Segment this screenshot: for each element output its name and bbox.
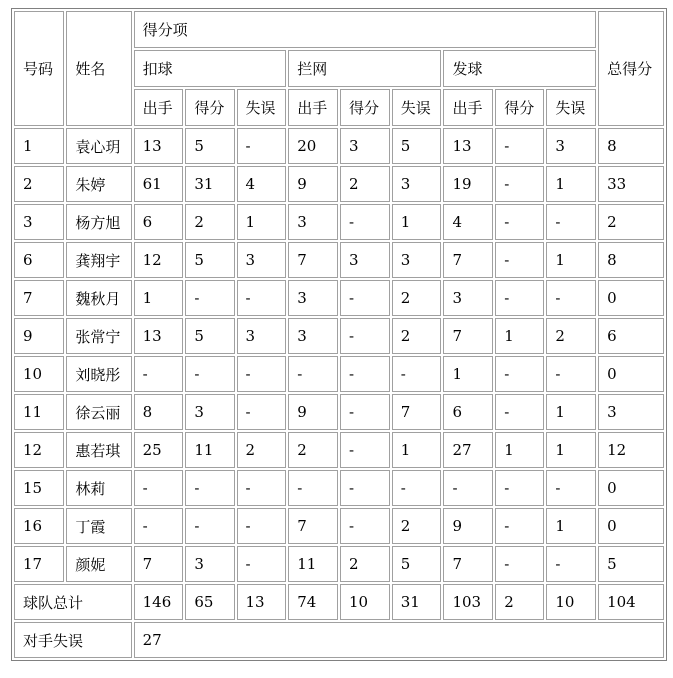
header-spike-points: 得分 — [185, 89, 234, 126]
player-block-points: - — [340, 280, 390, 316]
player-number: 3 — [14, 204, 64, 240]
player-spike-points: - — [185, 356, 234, 392]
player-block-points: - — [340, 318, 390, 354]
player-serve-errors: - — [546, 280, 596, 316]
player-number: 11 — [14, 394, 64, 430]
player-serve-errors: 1 — [546, 166, 596, 202]
header-block-attempts: 出手 — [288, 89, 338, 126]
header-spike-errors: 失误 — [237, 89, 287, 126]
player-name: 龚翔宇 — [66, 242, 131, 278]
player-serve-attempts: 7 — [443, 242, 493, 278]
player-total-score: 33 — [598, 166, 664, 202]
opponent-errors-label: 对手失误 — [14, 622, 132, 658]
player-name: 袁心玥 — [66, 128, 131, 164]
player-block-attempts: - — [288, 356, 338, 392]
player-serve-attempts: 27 — [443, 432, 493, 468]
player-number: 16 — [14, 508, 64, 544]
player-serve-points: - — [495, 280, 544, 316]
team-block-points: 10 — [340, 584, 390, 620]
player-name: 颜妮 — [66, 546, 131, 582]
player-block-points: - — [340, 204, 390, 240]
player-stats-table — [11, 8, 667, 661]
player-block-errors: 1 — [392, 204, 442, 240]
player-number: 12 — [14, 432, 64, 468]
player-spike-attempts: - — [134, 356, 184, 392]
player-block-errors: 3 — [392, 166, 442, 202]
team-serve-attempts: 103 — [443, 584, 493, 620]
player-block-attempts: 7 — [288, 242, 338, 278]
player-total-score: 3 — [598, 394, 664, 430]
player-spike-points: 31 — [185, 166, 234, 202]
player-total-score: 0 — [598, 508, 664, 544]
player-block-points: - — [340, 508, 390, 544]
player-serve-points: - — [495, 356, 544, 392]
player-spike-errors: - — [237, 128, 287, 164]
player-spike-points: 3 — [185, 394, 234, 430]
player-spike-errors: 1 — [237, 204, 287, 240]
player-block-points: - — [340, 470, 390, 506]
player-row — [14, 394, 664, 430]
player-block-points: 2 — [340, 166, 390, 202]
player-name: 徐云丽 — [66, 394, 131, 430]
header-spike-attempts: 出手 — [134, 89, 184, 126]
player-block-attempts: 11 — [288, 546, 338, 582]
player-serve-attempts: 9 — [443, 508, 493, 544]
player-spike-attempts: 25 — [134, 432, 184, 468]
header-group-serve: 发球 — [443, 50, 596, 87]
player-spike-attempts: 1 — [134, 280, 184, 316]
player-block-points: 2 — [340, 546, 390, 582]
player-spike-attempts: 61 — [134, 166, 184, 202]
player-total-score: 8 — [598, 128, 664, 164]
player-total-score: 2 — [598, 204, 664, 240]
team-serve-points: 2 — [495, 584, 544, 620]
player-spike-attempts: 8 — [134, 394, 184, 430]
player-spike-errors: - — [237, 280, 287, 316]
player-spike-errors: - — [237, 356, 287, 392]
player-serve-attempts: 4 — [443, 204, 493, 240]
player-serve-errors: - — [546, 546, 596, 582]
player-spike-errors: 3 — [237, 242, 287, 278]
header-group-spike: 扣球 — [134, 50, 287, 87]
player-block-attempts: 3 — [288, 204, 338, 240]
player-spike-attempts: 7 — [134, 546, 184, 582]
player-number: 2 — [14, 166, 64, 202]
player-serve-errors: 1 — [546, 432, 596, 468]
player-name: 刘晓彤 — [66, 356, 131, 392]
player-block-attempts: 2 — [288, 432, 338, 468]
player-serve-attempts: 6 — [443, 394, 493, 430]
team-spike-errors: 13 — [237, 584, 287, 620]
player-block-attempts: - — [288, 470, 338, 506]
team-spike-attempts: 146 — [134, 584, 184, 620]
player-name: 林莉 — [66, 470, 131, 506]
header-serve-errors: 失误 — [546, 89, 596, 126]
player-serve-points: - — [495, 204, 544, 240]
player-name: 惠若琪 — [66, 432, 131, 468]
header-group-block: 拦网 — [288, 50, 441, 87]
header-block-points: 得分 — [340, 89, 390, 126]
header-name: 姓名 — [66, 11, 131, 126]
player-total-score: 0 — [598, 356, 664, 392]
player-row — [14, 128, 664, 164]
team-block-attempts: 74 — [288, 584, 338, 620]
player-spike-attempts: - — [134, 470, 184, 506]
player-serve-errors: 1 — [546, 242, 596, 278]
team-total-label: 球队总计 — [14, 584, 132, 620]
player-name: 丁霞 — [66, 508, 131, 544]
player-total-score: 5 — [598, 546, 664, 582]
team-total-score: 104 — [598, 584, 664, 620]
player-spike-points: 11 — [185, 432, 234, 468]
player-row — [14, 242, 664, 278]
player-block-attempts: 20 — [288, 128, 338, 164]
player-spike-errors: - — [237, 394, 287, 430]
player-row — [14, 432, 664, 468]
player-spike-points: - — [185, 508, 234, 544]
player-spike-points: 5 — [185, 128, 234, 164]
player-spike-points: 3 — [185, 546, 234, 582]
player-block-points: - — [340, 394, 390, 430]
player-spike-attempts: - — [134, 508, 184, 544]
player-block-errors: - — [392, 356, 442, 392]
player-serve-points: - — [495, 394, 544, 430]
player-block-points: 3 — [340, 242, 390, 278]
header-number: 号码 — [14, 11, 64, 126]
player-block-attempts: 7 — [288, 508, 338, 544]
player-row — [14, 546, 664, 582]
player-total-score: 12 — [598, 432, 664, 468]
player-number: 7 — [14, 280, 64, 316]
player-serve-errors: 1 — [546, 508, 596, 544]
team-block-errors: 31 — [392, 584, 442, 620]
player-spike-errors: 3 — [237, 318, 287, 354]
player-row — [14, 356, 664, 392]
header-block-errors: 失误 — [392, 89, 442, 126]
player-serve-errors: - — [546, 356, 596, 392]
player-block-errors: 3 — [392, 242, 442, 278]
player-spike-points: 5 — [185, 242, 234, 278]
player-serve-errors: - — [546, 204, 596, 240]
player-block-attempts: 3 — [288, 280, 338, 316]
player-block-points: 3 — [340, 128, 390, 164]
player-number: 15 — [14, 470, 64, 506]
header-serve-attempts: 出手 — [443, 89, 493, 126]
player-spike-points: 5 — [185, 318, 234, 354]
player-serve-points: - — [495, 242, 544, 278]
player-serve-attempts: 7 — [443, 318, 493, 354]
player-row — [14, 280, 664, 316]
player-serve-errors: - — [546, 470, 596, 506]
player-block-errors: 1 — [392, 432, 442, 468]
team-spike-points: 65 — [185, 584, 234, 620]
player-serve-errors: 2 — [546, 318, 596, 354]
player-serve-points: - — [495, 128, 544, 164]
player-serve-points: 1 — [495, 432, 544, 468]
player-number: 17 — [14, 546, 64, 582]
player-total-score: 8 — [598, 242, 664, 278]
player-number: 1 — [14, 128, 64, 164]
team-serve-errors: 10 — [546, 584, 596, 620]
player-serve-attempts: 19 — [443, 166, 493, 202]
player-serve-attempts: 3 — [443, 280, 493, 316]
player-spike-errors: - — [237, 470, 287, 506]
player-row — [14, 470, 664, 506]
player-spike-attempts: 6 — [134, 204, 184, 240]
player-serve-points: - — [495, 508, 544, 544]
player-spike-errors: - — [237, 508, 287, 544]
player-row — [14, 318, 664, 354]
player-spike-points: - — [185, 470, 234, 506]
player-block-points: - — [340, 432, 390, 468]
player-serve-errors: 3 — [546, 128, 596, 164]
player-block-errors: 2 — [392, 508, 442, 544]
player-name: 魏秋月 — [66, 280, 131, 316]
opponent-errors-value: 27 — [134, 622, 664, 658]
player-spike-attempts: 13 — [134, 128, 184, 164]
player-number: 9 — [14, 318, 64, 354]
header-serve-points: 得分 — [495, 89, 544, 126]
player-block-attempts: 3 — [288, 318, 338, 354]
player-block-errors: 2 — [392, 280, 442, 316]
player-number: 10 — [14, 356, 64, 392]
player-spike-errors: - — [237, 546, 287, 582]
player-serve-errors: 1 — [546, 394, 596, 430]
player-serve-points: - — [495, 470, 544, 506]
player-spike-attempts: 12 — [134, 242, 184, 278]
player-spike-errors: 2 — [237, 432, 287, 468]
player-spike-errors: 4 — [237, 166, 287, 202]
player-total-score: 6 — [598, 318, 664, 354]
player-block-errors: 5 — [392, 546, 442, 582]
header-total-score: 总得分 — [598, 11, 664, 126]
player-spike-points: - — [185, 280, 234, 316]
player-serve-points: - — [495, 546, 544, 582]
player-serve-attempts: - — [443, 470, 493, 506]
player-serve-attempts: 1 — [443, 356, 493, 392]
player-spike-points: 2 — [185, 204, 234, 240]
player-number: 6 — [14, 242, 64, 278]
player-block-errors: 5 — [392, 128, 442, 164]
player-row — [14, 204, 664, 240]
player-block-errors: 7 — [392, 394, 442, 430]
opponent-errors-row — [14, 622, 664, 658]
player-name: 朱婷 — [66, 166, 131, 202]
player-serve-attempts: 13 — [443, 128, 493, 164]
header-scoring-items: 得分项 — [134, 11, 596, 48]
player-block-attempts: 9 — [288, 166, 338, 202]
player-total-score: 0 — [598, 470, 664, 506]
player-name: 张常宁 — [66, 318, 131, 354]
player-block-points: - — [340, 356, 390, 392]
player-block-errors: 2 — [392, 318, 442, 354]
player-block-attempts: 9 — [288, 394, 338, 430]
player-block-errors: - — [392, 470, 442, 506]
player-name: 杨方旭 — [66, 204, 131, 240]
player-serve-attempts: 7 — [443, 546, 493, 582]
player-total-score: 0 — [598, 280, 664, 316]
player-serve-points: - — [495, 166, 544, 202]
team-total-row — [14, 584, 664, 620]
player-row — [14, 166, 664, 202]
player-spike-attempts: 13 — [134, 318, 184, 354]
player-row — [14, 508, 664, 544]
player-serve-points: 1 — [495, 318, 544, 354]
